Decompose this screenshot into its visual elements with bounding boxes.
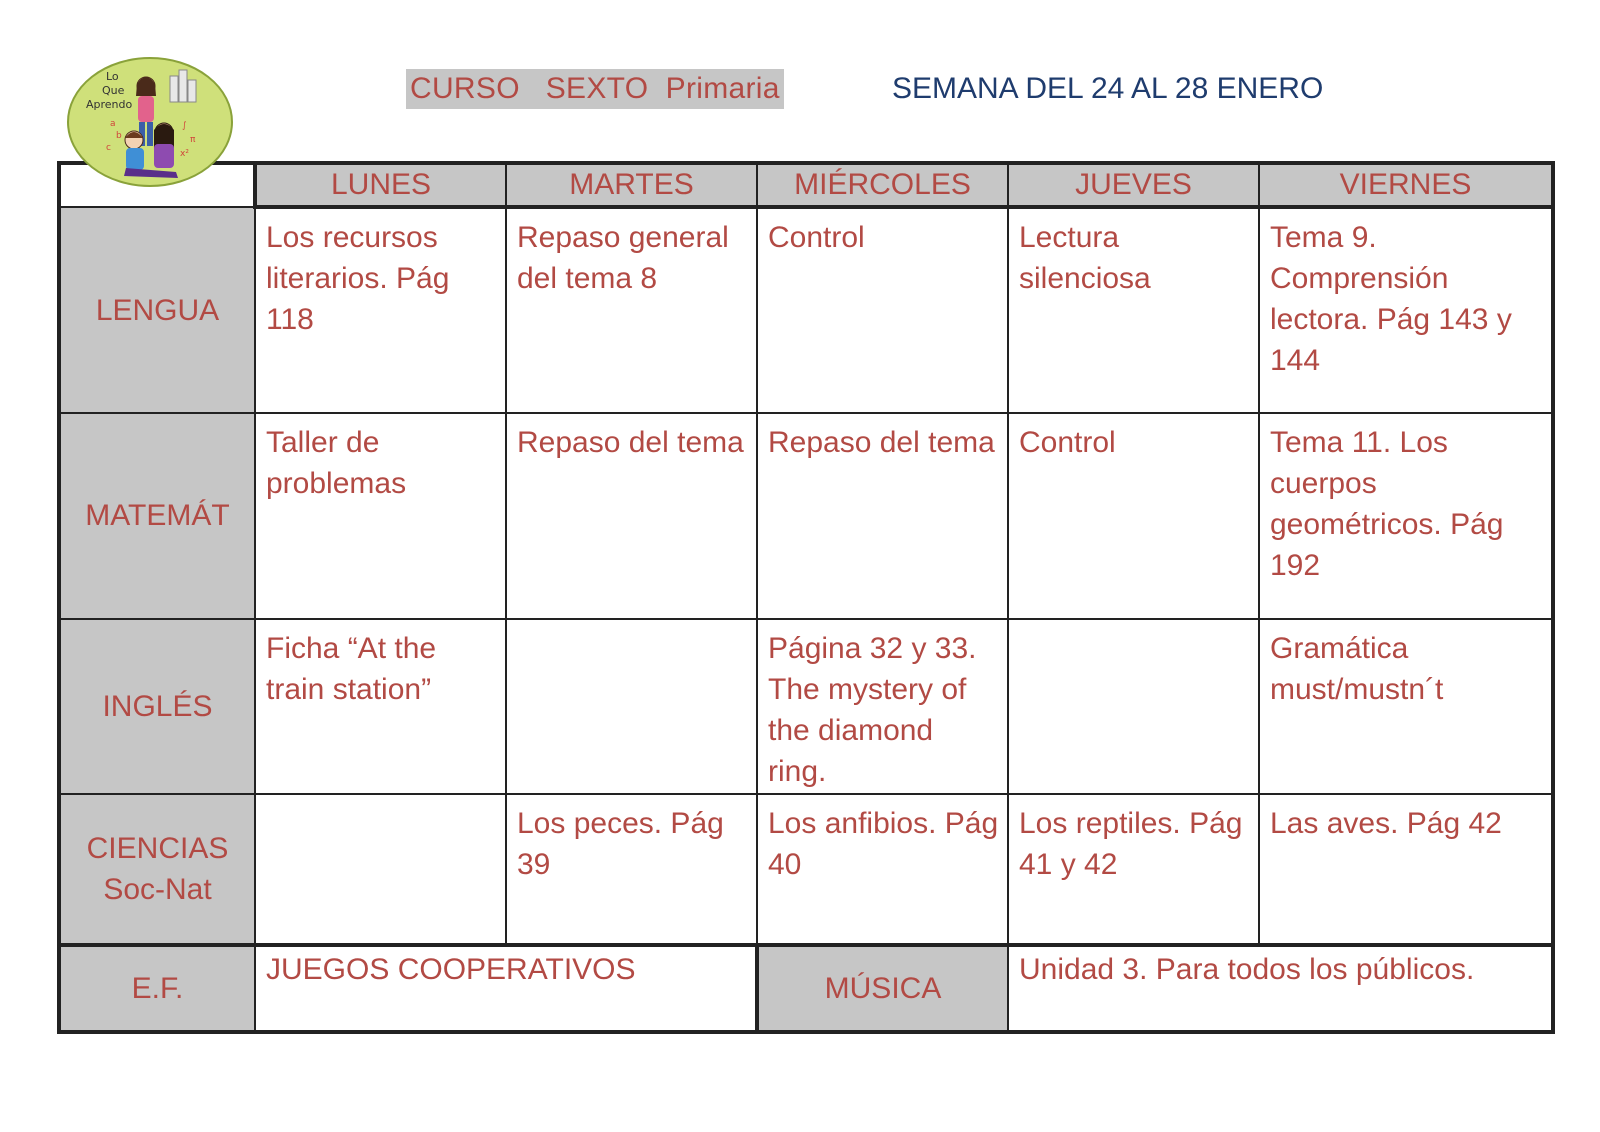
ciencias-jueves: Los reptiles. Pág 41 y 42 bbox=[1008, 794, 1259, 945]
logo-text-line3: Aprendo bbox=[86, 98, 133, 111]
ingles-miercoles: Página 32 y 33. The mystery of the diamond ring. bbox=[757, 619, 1008, 794]
table-row-lengua bbox=[59, 207, 1553, 413]
table-row-matematicas bbox=[59, 413, 1553, 619]
day-header-miercoles: MIÉRCOLES bbox=[757, 163, 1008, 207]
lengua-lunes: Los recursos literarios. Pág 118 bbox=[255, 207, 506, 413]
svg-text:x²: x² bbox=[180, 149, 189, 159]
matematicas-lunes: Taller de problemas bbox=[255, 413, 506, 619]
svg-text:b: b bbox=[116, 131, 122, 141]
logo-text-line2: Que bbox=[102, 84, 125, 97]
matematicas-jueves: Control bbox=[1008, 413, 1259, 619]
subject-ciencias-line1: CIENCIAS bbox=[86, 832, 229, 866]
ingles-lunes: Ficha “At the train station” bbox=[255, 619, 506, 794]
lengua-miercoles: Control bbox=[757, 207, 1008, 413]
matematicas-viernes: Tema 11. Los cuerpos geométricos. Pág 192 bbox=[1259, 413, 1553, 619]
lengua-martes: Repaso general del tema 8 bbox=[506, 207, 757, 413]
day-header-lunes: LUNES bbox=[255, 163, 506, 207]
ingles-viernes: Gramática must/mustn´t bbox=[1259, 619, 1553, 794]
logo-text-line1: Lo bbox=[106, 70, 119, 83]
ef-content: JUEGOS COOPERATIVOS bbox=[255, 945, 757, 1032]
musica-content: Unidad 3. Para todos los públicos. bbox=[1008, 945, 1553, 1032]
day-header-viernes: VIERNES bbox=[1259, 163, 1553, 207]
subject-ef: E.F. bbox=[59, 945, 255, 1032]
day-header-martes: MARTES bbox=[506, 163, 757, 207]
table-row-ciencias bbox=[59, 794, 1553, 945]
subject-lengua: LENGUA bbox=[59, 207, 255, 413]
lo-que-aprendo-logo bbox=[66, 56, 236, 190]
lengua-jueves: Lectura silenciosa bbox=[1008, 207, 1259, 413]
table-row-ef-musica bbox=[59, 945, 1553, 1032]
ciencias-lunes bbox=[255, 794, 506, 945]
weekly-schedule-table bbox=[57, 161, 1555, 1034]
svg-text:c: c bbox=[106, 143, 111, 153]
matematicas-martes: Repaso del tema bbox=[506, 413, 757, 619]
ingles-martes bbox=[506, 619, 757, 794]
subject-ciencias bbox=[59, 794, 255, 945]
lengua-viernes: Tema 9. Comprensión lectora. Pág 143 y 144 bbox=[1259, 207, 1553, 413]
table-header-row bbox=[59, 163, 1553, 207]
matematicas-miercoles: Repaso del tema bbox=[757, 413, 1008, 619]
week-title: SEMANA DEL 24 AL 28 ENERO bbox=[892, 72, 1324, 105]
course-title: CURSO SEXTO Primaria bbox=[406, 69, 784, 109]
subject-musica: MÚSICA bbox=[757, 945, 1008, 1032]
ciencias-miercoles: Los anfibios. Pág 40 bbox=[757, 794, 1008, 945]
ciencias-martes: Los peces. Pág 39 bbox=[506, 794, 757, 945]
svg-text:∫: ∫ bbox=[182, 121, 187, 131]
ingles-jueves bbox=[1008, 619, 1259, 794]
subject-ciencias-line2: Soc-Nat bbox=[103, 873, 212, 907]
table-row-ingles bbox=[59, 619, 1553, 794]
svg-text:π: π bbox=[190, 135, 196, 145]
svg-text:a: a bbox=[110, 119, 116, 129]
subject-ingles: INGLÉS bbox=[59, 619, 255, 794]
subject-matematicas: MATEMÁT bbox=[59, 413, 255, 619]
day-header-jueves: JUEVES bbox=[1008, 163, 1259, 207]
ciencias-viernes: Las aves. Pág 42 bbox=[1259, 794, 1553, 945]
